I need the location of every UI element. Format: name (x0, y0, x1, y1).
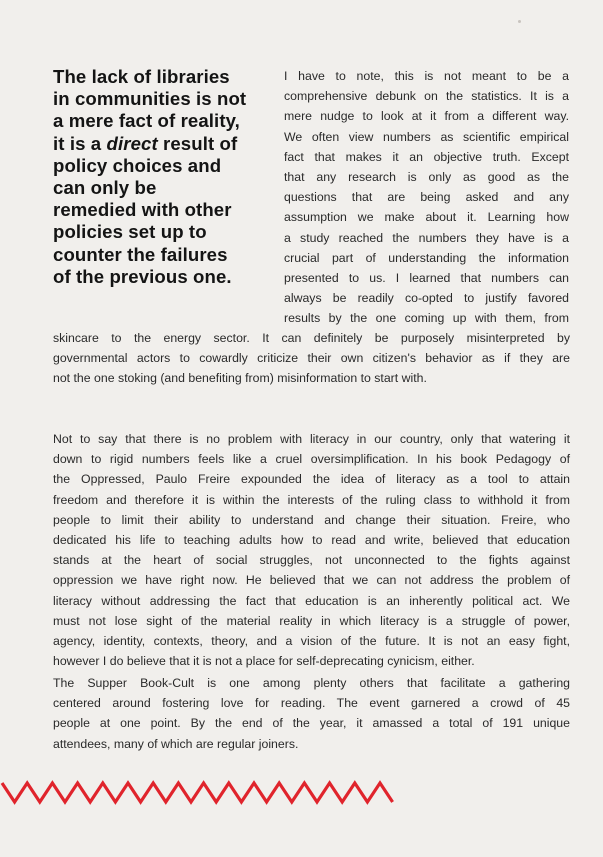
text-line: people at one point. By the end of the year, it amassed a total of 191 unique (53, 716, 570, 731)
text-line: We often view numbers as scientific empirical (284, 129, 569, 144)
text-line: fact that makes it an objective truth. Except (284, 149, 569, 164)
paper-speck (518, 20, 521, 23)
text-line: stands at the heart of social struggles, not unconnected to the fights against (53, 553, 570, 568)
text-line: always be readily co-opted to justify favored (284, 291, 569, 306)
text-line: The Supper Book-Cult is one among plenty others that facilitate a gathering (53, 676, 570, 690)
text-line: agency, identity, contexts, theory, and a vision of the future. It is not an easy fight, (53, 634, 570, 649)
paragraph-2 (53, 429, 570, 671)
pull-quote-line: remedied with other (53, 199, 232, 221)
pull-quote-line: counter the failures (53, 243, 228, 265)
pull-quote-line: can only be (53, 177, 157, 199)
text-line: mere nudge to look at it from a different way. (284, 109, 569, 124)
text-line: assumption we make about it. Learning how (284, 210, 569, 225)
text-line: freedom and therefore it is within the interests of the ruling class to withhold it from (53, 492, 570, 507)
text-line: Not to say that there is no problem with literacy in our country, only that watering it (53, 432, 570, 446)
text-line: oppression we have right now. He believed that we can not address the problem of (53, 573, 570, 588)
text-line: comprehensive debunk on the statistics. It is a (284, 89, 569, 104)
text-line: however I do believe that it is not a place for self-deprecating cynicism, either. (53, 654, 475, 669)
text-line: a study reached the numbers they have is a (284, 230, 569, 245)
text-line: governmental actors to cowardly criticize their own citizen's behavior as if they are (53, 351, 570, 366)
pull-quote-prefix: it is a (53, 132, 107, 154)
pull-quote (53, 66, 271, 288)
paragraph-3 (53, 673, 570, 754)
text-line: I have to note, this is not meant to be a (284, 69, 569, 83)
pull-quote-suffix: result of (157, 132, 238, 154)
text-line: must not lose sight of the material reality in which literacy is a struggle of power, (53, 613, 570, 628)
zigzag-divider-decoration (0, 778, 400, 808)
text-line: the Oppressed, Paulo Freire expounded the idea of literacy as a tool to attain (53, 472, 570, 487)
text-line: attendees, many of which are regular joiners. (53, 736, 299, 751)
text-line: dedicated his life to teaching adults how to read and write, believed that education (53, 533, 570, 548)
pull-quote-line: policy choices and (53, 154, 222, 176)
text-line: centered around fostering love for reading. The event garnered a crowd of 45 (53, 696, 570, 711)
text-line: results by the one coming up with them, from (284, 311, 569, 326)
text-line: down to rigid numbers feels like a cruel oversimplification. In his book Pedagogy of (53, 452, 570, 467)
pull-quote-line: in communities is not (53, 88, 247, 110)
pull-quote-line: policies set up to (53, 221, 207, 243)
text-line: crucial part of understanding the information (284, 250, 569, 265)
text-line: presented to us. I learned that numbers can (284, 271, 569, 286)
pull-quote-line: a mere fact of reality, (53, 110, 240, 132)
pull-quote-line: of the previous one. (53, 265, 232, 287)
paragraph-1-continued (53, 328, 570, 389)
text-line: not the one stoking (and benefiting from) misinformation to start with. (53, 371, 427, 386)
text-line: that any research is only as good as the (284, 170, 569, 185)
pull-quote-emphasis: direct (106, 132, 158, 154)
text-line: questions that are being asked and any (284, 190, 569, 205)
text-line: literacy without addressing the fact that education is an inherently political act. We (53, 593, 570, 608)
paragraph-1-column (284, 66, 569, 329)
pull-quote-line-emphasis (53, 133, 271, 155)
text-line: skincare to the energy sector. It can definitely be purposely misinterpreted by (53, 331, 570, 345)
text-line: people to limit their ability to understand and change their situation. Freire, who (53, 512, 570, 527)
pull-quote-line: The lack of libraries (53, 66, 230, 87)
